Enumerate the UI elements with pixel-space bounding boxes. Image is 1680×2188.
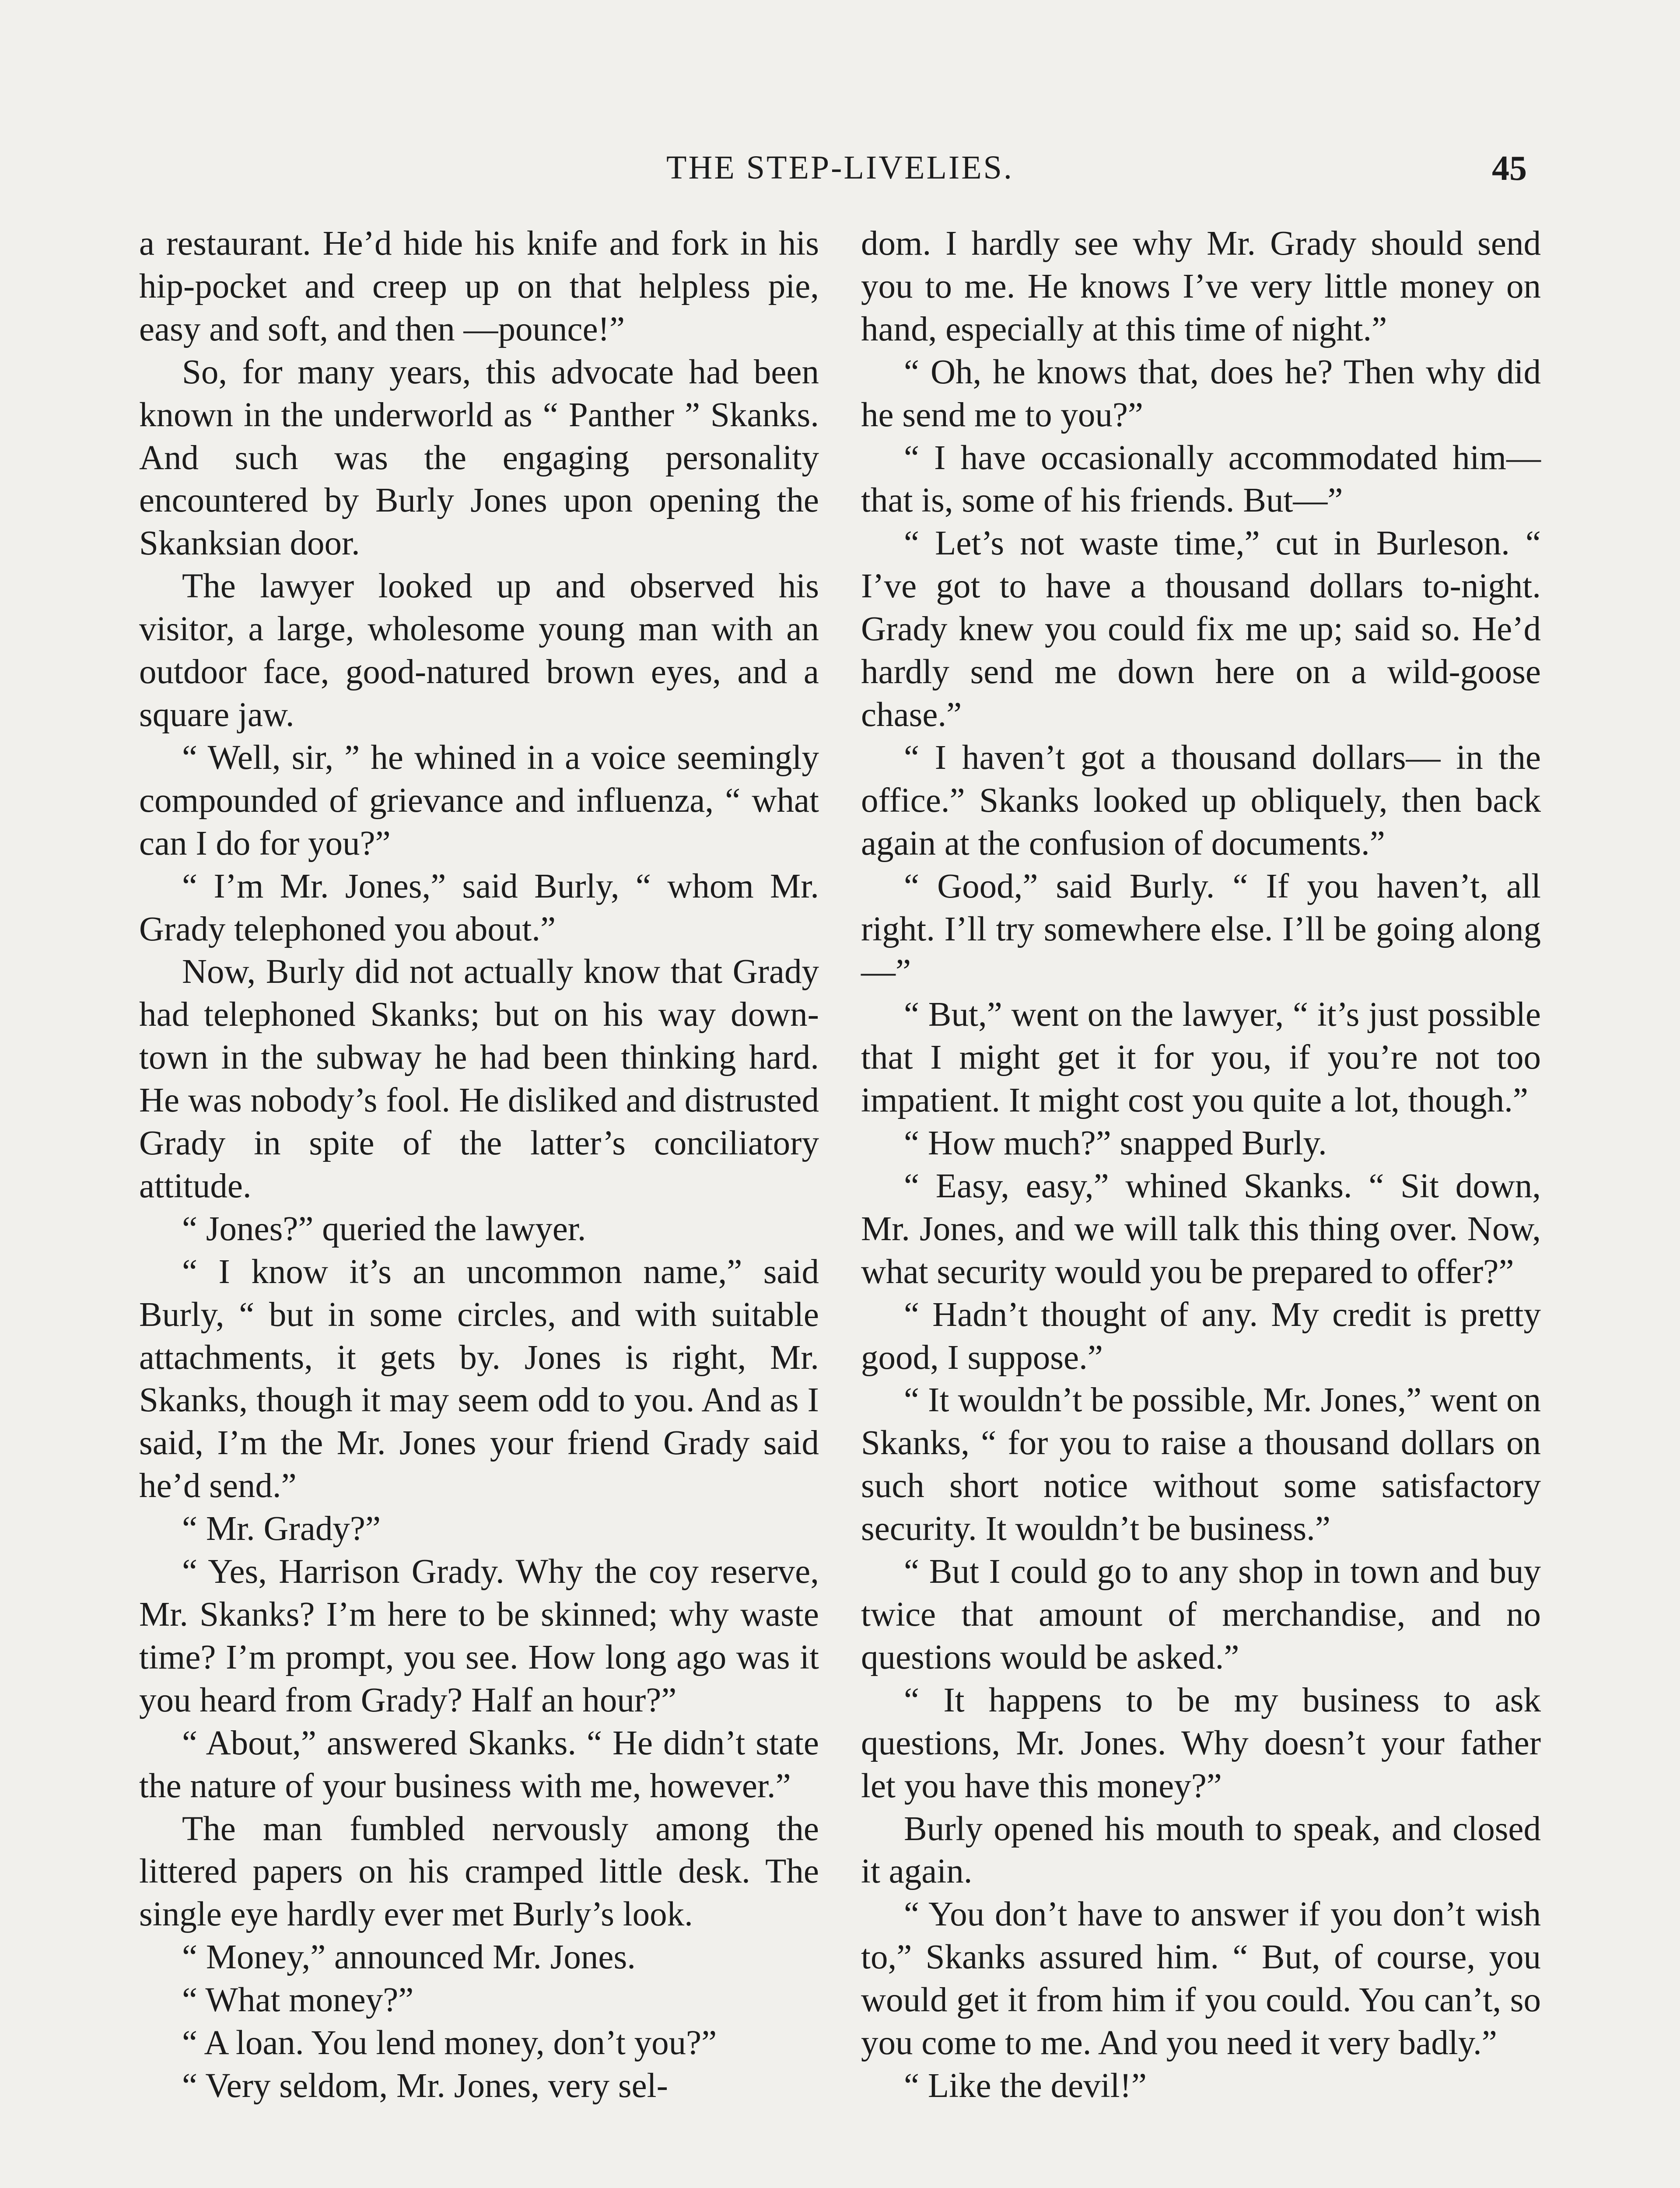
paragraph: “ A loan. You lend money, don’t you?” bbox=[182, 2024, 717, 2062]
paragraph: “ I know it’s an uncommon name,” said Burly, “ but in some circles, and with suitable attachments, it gets by. Jones is right, Mr. Skanks, though it may seem odd to you. And as I said, I’m the Mr. Jones your friend Grady said he’d send.” bbox=[139, 1252, 819, 1505]
paragraph: “ I have occasionally accommodated him—that is, some of his friends. But—” bbox=[861, 438, 1541, 520]
paragraph: Burly opened his mouth to speak, and closed it again. bbox=[861, 1809, 1541, 1891]
paragraph: “ I’m Mr. Jones,” said Burly, “ whom Mr. Grady telephoned you about.” bbox=[139, 867, 819, 948]
right-column bbox=[861, 222, 1541, 2107]
paragraph: dom. I hardly see why Mr. Grady should send you to me. He knows I’ve very little money on hand, especially at this time of night.” bbox=[861, 224, 1541, 348]
paragraph: “ Very seldom, Mr. Jones, very sel- bbox=[182, 2066, 668, 2105]
paragraph: “ But I could go to any shop in town and buy twice that amount of merchandise, and no questions would be asked.” bbox=[861, 1553, 1541, 1676]
paragraph: “ I haven’t got a thousand dollars— in the office.” Skanks looked up obliquely, then back again at the confusion of documents.” bbox=[861, 738, 1541, 863]
paragraph: “ Jones?” queried the lawyer. bbox=[182, 1210, 586, 1248]
paragraph: “ Yes, Harrison Grady. Why the coy reserve, Mr. Skanks? I’m here to be skinned; why waste time? I’m prompt, you see. How long ago was it you heard from Grady? Half an hour?” bbox=[139, 1553, 819, 1719]
left-column bbox=[139, 222, 819, 2107]
paragraph: “ About,” answered Skanks. “ He didn’t state the nature of your business with me, however.” bbox=[139, 1724, 819, 1805]
paragraph: “ But,” went on the lawyer, “ it’s just possible that I might get it for you, if you’re not too impatient. It might cost you quite a lot, though.” bbox=[861, 996, 1541, 1120]
paragraph: “ What money?” bbox=[182, 1981, 414, 2020]
paragraph: “ How much?” snapped Burly. bbox=[904, 1124, 1327, 1163]
paragraph: a restaurant. He’d hide his knife and fork in his hip-pocket and creep up on that helpless pie, easy and soft, and then —pounce!” bbox=[139, 224, 819, 348]
paragraph: “ It wouldn’t be possible, Mr. Jones,” went on Skanks, “ for you to raise a thousand dollars on such short notice without some satisfactory security. It wouldn’t be business.” bbox=[861, 1381, 1541, 1548]
paragraph: “ Hadn’t thought of any. My credit is pretty good, I suppose.” bbox=[861, 1295, 1541, 1377]
paragraph: “ Easy, easy,” whined Skanks. “ Sit down, Mr. Jones, and we will talk this thing over. Now, what security would you be prepared to offer?” bbox=[861, 1167, 1541, 1291]
paragraph: “ Oh, he knows that, does he? Then why did he send me to you?” bbox=[861, 353, 1541, 434]
paragraph: The lawyer looked up and observed his visitor, a large, wholesome young man with an outdoor face, good-natured brown eyes, and a square jaw. bbox=[139, 567, 819, 734]
paragraph: The man fumbled nervously among the littered papers on his cramped little desk. The single eye hardly ever met Burly’s look. bbox=[139, 1809, 819, 1934]
paragraph: So, for many years, this advocate had been known in the underworld as “ Panther ” Skanks. And such was the engaging personality encountered by Burly Jones upon opening the Skanksian door. bbox=[139, 353, 819, 563]
paragraph: “ Well, sir, ” he whined in a voice seemingly compounded of grievance and influenza, “ what can I do for you?” bbox=[139, 738, 819, 863]
paragraph: “ Money,” announced Mr. Jones. bbox=[182, 1938, 636, 1977]
page-number: 45 bbox=[1492, 149, 1527, 188]
paragraph: “ Mr. Grady?” bbox=[182, 1510, 381, 1548]
paragraph: “ It happens to be my business to ask questions, Mr. Jones. Why doesn’t your father let you have this money?” bbox=[861, 1681, 1541, 1805]
paragraph: Now, Burly did not actually know that Grady had telephoned Skanks; but on his way down-town in the subway he had been thinking hard. He was nobody’s fool. He disliked and distrusted Grady in spite of the latter’s conciliatory attitude. bbox=[139, 953, 819, 1205]
running-header bbox=[0, 144, 1680, 193]
running-title: THE STEP-LIVELIES. bbox=[666, 149, 1014, 186]
paragraph: “ You don’t have to answer if you don’t wish to,” Skanks assured him. “ But, of course, you would get it from him if you could. You can’t, so you come to me. And you need it very badly.” bbox=[861, 1895, 1541, 2062]
paragraph: “ Like the devil!” bbox=[904, 2066, 1147, 2105]
paragraph: “ Good,” said Burly. “ If you haven’t, all right. I’ll try somewhere else. I’ll be going along—” bbox=[861, 867, 1541, 991]
paragraph: “ Let’s not waste time,” cut in Burleson. “ I’ve got to have a thousand dollars to-night. Grady knew you could fix me up; said so. He’d hardly send me down here on a wild-goose chase.” bbox=[861, 524, 1541, 734]
